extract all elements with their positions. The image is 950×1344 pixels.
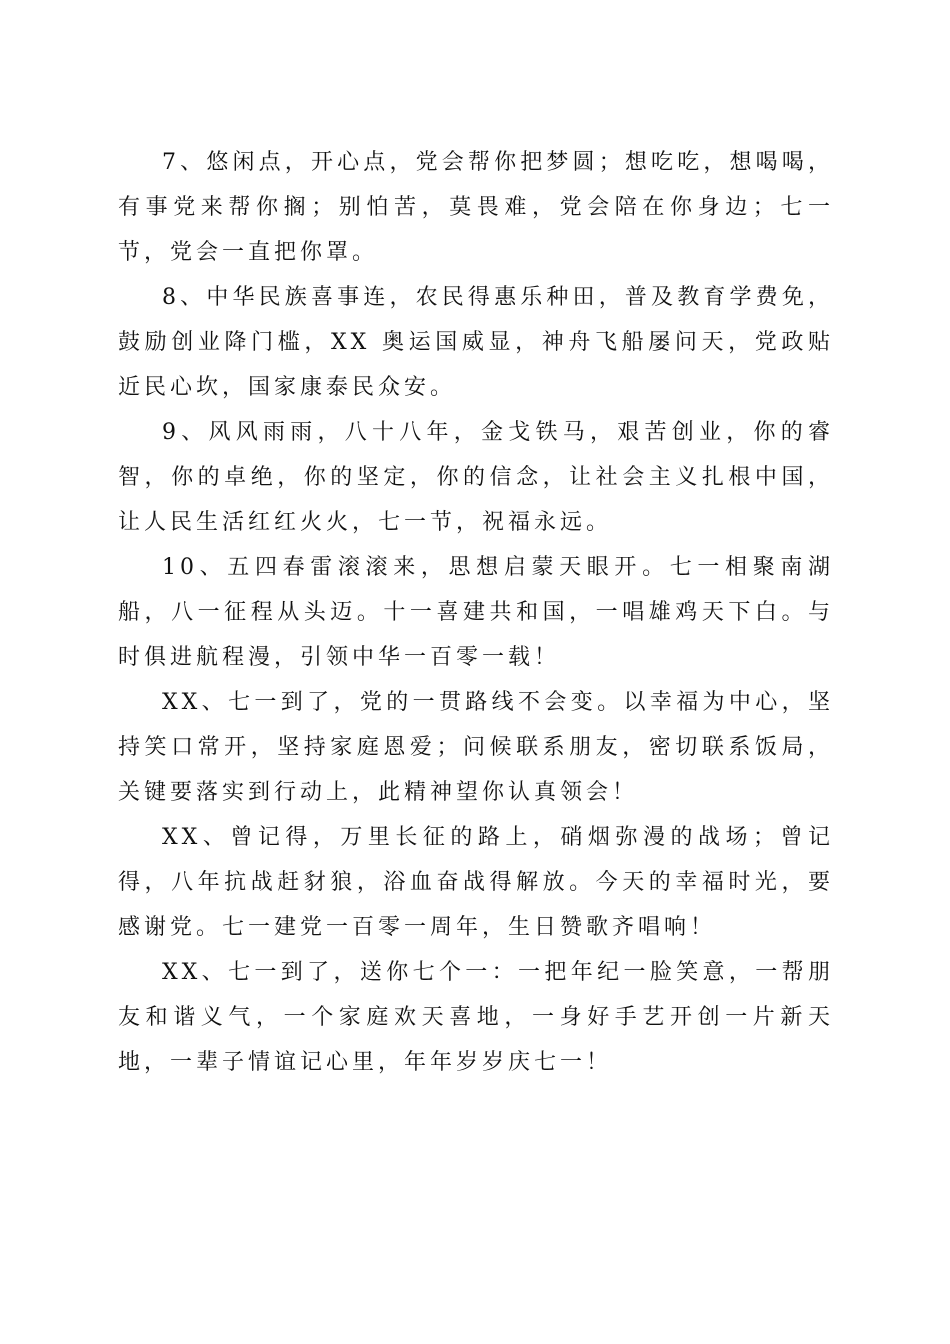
paragraph-10: 10、五四春雷滚滚来，思想启蒙天眼开。七一相聚南湖船，八一征程从头迈。十一喜建共和国，一唱雄鸡天下白。与时俱进航程漫，引领中华一百零一载！ bbox=[118, 555, 834, 670]
document-page bbox=[118, 140, 834, 1085]
paragraph-xx-1: XX、七一到了，党的一贯路线不会变。以幸福为中心，坚持笑口常开，坚持家庭恩爱；问候联系朋友，密切联系饭局，关键要落实到行动上，此精神望你认真领会！ bbox=[118, 690, 834, 805]
paragraph-8: 8、中华民族喜事连，农民得惠乐种田，普及教育学费免，鼓励创业降门槛，XX 奥运国威显，神舟飞船屡问天，党政贴近民心坎，国家康泰民众安。 bbox=[118, 285, 834, 400]
paragraph-9: 9、风风雨雨，八十八年，金戈铁马，艰苦创业，你的睿智，你的卓绝，你的坚定，你的信念，让社会主义扎根中国，让人民生活红红火火，七一节，祝福永远。 bbox=[118, 420, 834, 535]
paragraph-xx-3: XX、七一到了，送你七个一：一把年纪一脸笑意，一帮朋友和谐义气，一个家庭欢天喜地，一身好手艺开创一片新天地，一辈子情谊记心里，年年岁岁庆七一！ bbox=[118, 960, 834, 1075]
paragraph-7: 7、悠闲点，开心点，党会帮你把梦圆；想吃吃，想喝喝，有事党来帮你搁；别怕苦，莫畏难，党会陪在你身边；七一节，党会一直把你罩。 bbox=[118, 150, 834, 265]
paragraph-xx-2: XX、曾记得，万里长征的路上，硝烟弥漫的战场；曾记得，八年抗战赶豺狼，浴血奋战得解放。今天的幸福时光，要感谢党。七一建党一百零一周年，生日赞歌齐唱响！ bbox=[118, 825, 834, 940]
